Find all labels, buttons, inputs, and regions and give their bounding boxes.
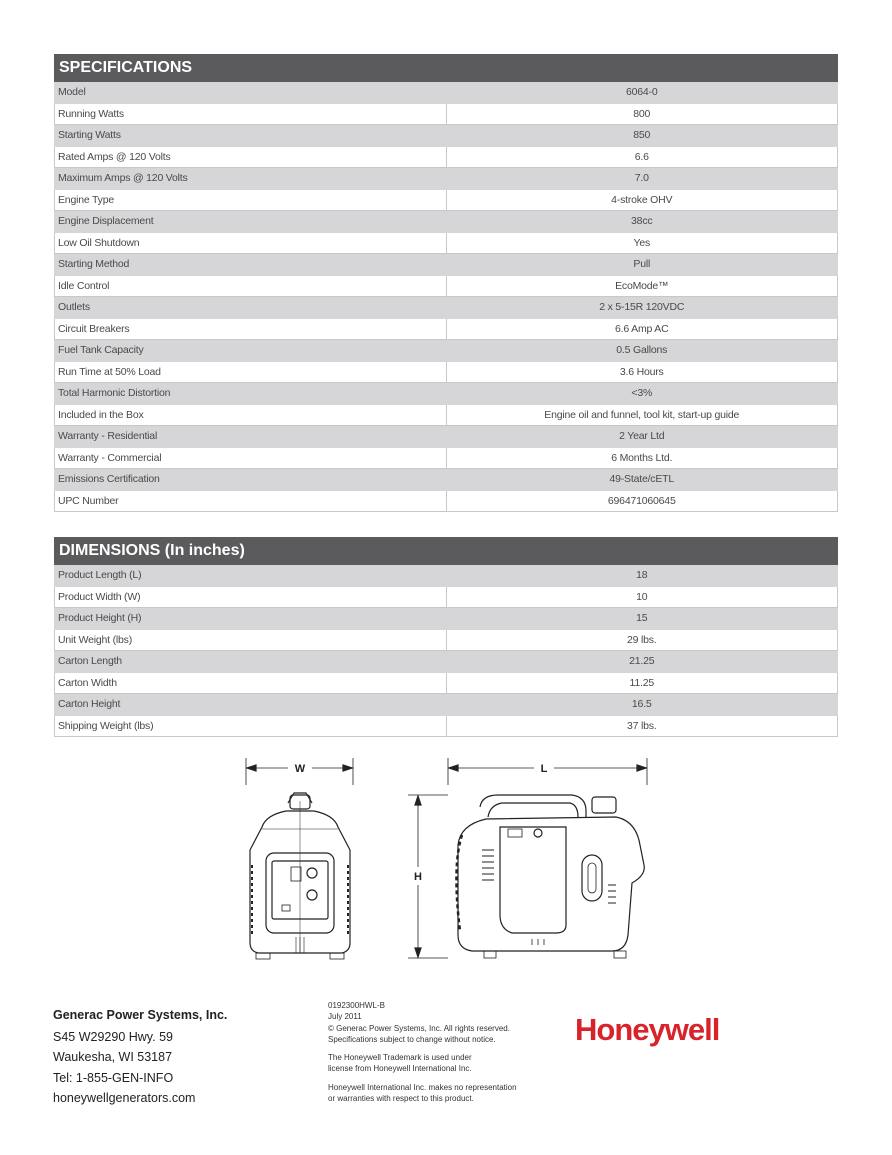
spec-label: Circuit Breakers xyxy=(55,318,447,340)
address-line-1: S45 W29290 Hwy. 59 xyxy=(53,1030,173,1044)
spec-label: Outlets xyxy=(55,297,447,319)
spec-value: 0.5 Gallons xyxy=(446,340,838,362)
table-row xyxy=(55,404,838,426)
dimension-label: Shipping Weight (lbs) xyxy=(55,715,447,737)
spec-value: 6.6 xyxy=(446,146,838,168)
table-row xyxy=(55,672,838,694)
spec-value: 3.6 Hours xyxy=(446,361,838,383)
spec-label: Engine Type xyxy=(55,189,447,211)
dimensions-heading: DIMENSIONS (In inches) xyxy=(55,538,838,565)
spec-label: Fuel Tank Capacity xyxy=(55,340,447,362)
table-row xyxy=(55,318,838,340)
dimension-label: Carton Length xyxy=(55,651,447,673)
table-row xyxy=(55,232,838,254)
spec-label: UPC Number xyxy=(55,490,447,512)
spec-value: <3% xyxy=(446,383,838,405)
table-row xyxy=(55,651,838,673)
table-row xyxy=(55,211,838,233)
dimensions-table xyxy=(54,537,838,737)
disclaimer-line-1: Honeywell International Inc. makes no representation xyxy=(328,1083,517,1092)
spec-value: 2 x 5-15R 120VDC xyxy=(446,297,838,319)
table-row xyxy=(55,125,838,147)
spec-label: Starting Watts xyxy=(55,125,447,147)
specifications-rows xyxy=(55,82,838,512)
table-row xyxy=(55,469,838,491)
trademark-line-2: license from Honeywell International Inc. xyxy=(328,1064,472,1073)
spec-label: Running Watts xyxy=(55,103,447,125)
spec-value: EcoMode™ xyxy=(446,275,838,297)
table-row xyxy=(55,168,838,190)
dimension-value: 29 lbs. xyxy=(446,629,838,651)
specifications-table xyxy=(54,54,838,512)
table-row xyxy=(55,629,838,651)
table-row xyxy=(55,586,838,608)
spec-label: Idle Control xyxy=(55,275,447,297)
spec-label: Starting Method xyxy=(55,254,447,276)
table-row xyxy=(55,340,838,362)
height-label: H xyxy=(414,871,422,883)
spec-label: Warranty - Commercial xyxy=(55,447,447,469)
document-date: July 2011 xyxy=(328,1012,362,1021)
table-row xyxy=(55,297,838,319)
disclaimer-line-2: or warranties with respect to this product. xyxy=(328,1094,474,1103)
spec-value: 696471060645 xyxy=(446,490,838,512)
spec-label: Model xyxy=(55,82,447,104)
table-row xyxy=(55,694,838,716)
honeywell-logo: Honeywell xyxy=(575,1012,720,1047)
spec-value: Engine oil and funnel, tool kit, start-up guide xyxy=(446,404,838,426)
width-label: W xyxy=(294,763,306,775)
dimension-value: 18 xyxy=(446,565,838,587)
company-name: Generac Power Systems, Inc. xyxy=(53,1008,228,1022)
table-row xyxy=(55,82,838,104)
dimension-value: 10 xyxy=(446,586,838,608)
table-row xyxy=(55,275,838,297)
table-row xyxy=(55,146,838,168)
table-row xyxy=(55,361,838,383)
table-row xyxy=(55,490,838,512)
spec-value: 49-State/cETL xyxy=(446,469,838,491)
change-notice: Specifications subject to change without notice. xyxy=(328,1035,496,1044)
spec-label: Included in the Box xyxy=(55,404,447,426)
spec-value: 2 Year Ltd xyxy=(446,426,838,448)
spec-label: Maximum Amps @ 120 Volts xyxy=(55,168,447,190)
front-view-drawing xyxy=(246,758,353,959)
spec-label: Run Time at 50% Load xyxy=(55,361,447,383)
generator-dimension-drawing xyxy=(236,755,656,965)
dimension-value: 21.25 xyxy=(446,651,838,673)
dimension-label: Unit Weight (lbs) xyxy=(55,629,447,651)
dimension-label: Carton Height xyxy=(55,694,447,716)
table-row xyxy=(55,715,838,737)
spec-label: Rated Amps @ 120 Volts xyxy=(55,146,447,168)
spec-value: 800 xyxy=(446,103,838,125)
spec-label: Warranty - Residential xyxy=(55,426,447,448)
length-label: L xyxy=(540,763,548,775)
spec-label: Emissions Certification xyxy=(55,469,447,491)
dimension-label: Product Width (W) xyxy=(55,586,447,608)
dimension-value: 16.5 xyxy=(446,694,838,716)
spec-label: Total Harmonic Distortion xyxy=(55,383,447,405)
spec-value: 6 Months Ltd. xyxy=(446,447,838,469)
spec-label: Low Oil Shutdown xyxy=(55,232,447,254)
table-row xyxy=(55,383,838,405)
table-row xyxy=(55,565,838,587)
dimension-value: 11.25 xyxy=(446,672,838,694)
dimension-value: 37 lbs. xyxy=(446,715,838,737)
copyright-line: © Generac Power Systems, Inc. All rights reserved. xyxy=(328,1024,510,1033)
table-row xyxy=(55,254,838,276)
document-code: 0192300HWL-B xyxy=(328,1001,385,1010)
spec-value: 4-stroke OHV xyxy=(446,189,838,211)
dimension-label: Carton Width xyxy=(55,672,447,694)
spec-label: Engine Displacement xyxy=(55,211,447,233)
trademark-line-1: The Honeywell Trademark is used under xyxy=(328,1053,472,1062)
spec-value: Pull xyxy=(446,254,838,276)
table-row xyxy=(55,447,838,469)
address-line-2: Waukesha, WI 53187 xyxy=(53,1050,173,1064)
spec-value: 6064-0 xyxy=(446,82,838,104)
dimension-label: Product Height (H) xyxy=(55,608,447,630)
table-row xyxy=(55,189,838,211)
side-view-drawing xyxy=(408,758,647,958)
dimension-value: 15 xyxy=(446,608,838,630)
dimensions-rows xyxy=(55,565,838,737)
table-row xyxy=(55,608,838,630)
table-row xyxy=(55,426,838,448)
spec-value: 7.0 xyxy=(446,168,838,190)
spec-value: 38cc xyxy=(446,211,838,233)
dimension-label: Product Length (L) xyxy=(55,565,447,587)
phone-line: Tel: 1-855-GEN-INFO xyxy=(53,1071,174,1085)
specifications-heading: SPECIFICATIONS xyxy=(55,55,838,82)
spec-value: Yes xyxy=(446,232,838,254)
spec-value: 6.6 Amp AC xyxy=(446,318,838,340)
spec-value: 850 xyxy=(446,125,838,147)
table-row xyxy=(55,103,838,125)
website-link[interactable]: honeywellgenerators.com xyxy=(53,1091,196,1105)
